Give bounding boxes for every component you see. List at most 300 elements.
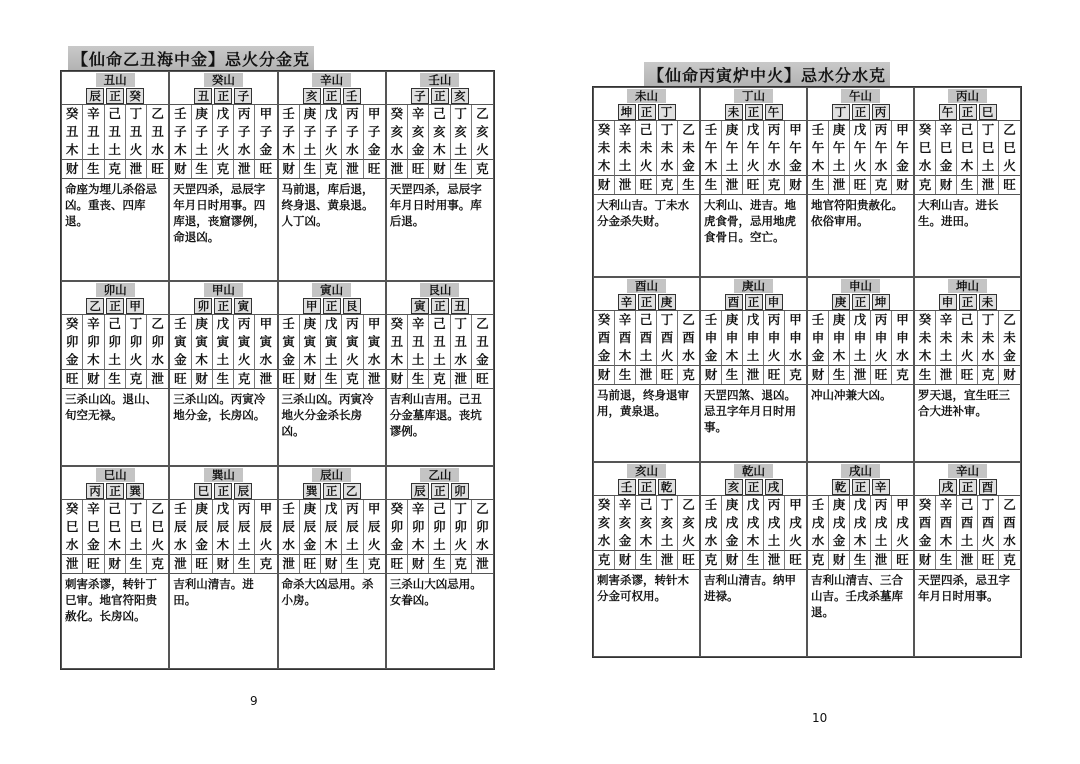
- element-char: 水: [62, 536, 83, 555]
- branche-char: 子: [234, 123, 255, 141]
- direction-label: 巳: [194, 483, 212, 499]
- element-char: 土: [429, 351, 450, 370]
- element-char: 木: [615, 347, 636, 366]
- element-char: 土: [451, 141, 472, 160]
- element-char: 木: [722, 347, 743, 366]
- branche-char: 子: [170, 123, 191, 141]
- state-char: 克: [151, 556, 164, 571]
- element-char: 金: [300, 536, 321, 555]
- stem-char: 己: [105, 315, 126, 333]
- element-char: 火: [743, 157, 764, 176]
- direction-label: 丙: [86, 483, 104, 499]
- state-char: 泄: [871, 551, 892, 569]
- branche-char: 亥: [408, 123, 429, 141]
- element-char: 土: [192, 141, 213, 160]
- stem-char: 丙: [342, 500, 363, 518]
- element-char: 水: [915, 157, 936, 176]
- direction-header: [915, 478, 1020, 496]
- branche-char: 亥: [429, 123, 450, 141]
- state-char: 财: [722, 551, 743, 569]
- state-char: 克: [259, 556, 273, 571]
- element-char: 水: [678, 347, 699, 366]
- element-char: 土: [213, 351, 234, 370]
- direction-label: 酉: [979, 479, 997, 495]
- element-char: 土: [722, 157, 743, 176]
- branche-char: 戌: [722, 514, 743, 532]
- direction-label: 正: [214, 483, 232, 499]
- mountain-cell: [61, 281, 169, 466]
- stem-char: 辛: [936, 496, 957, 514]
- stem-char: 戊: [850, 311, 871, 329]
- branche-char: 午: [896, 140, 909, 155]
- branche-char: 巳: [936, 139, 957, 157]
- direction-label: 酉: [725, 294, 743, 310]
- stem-char: 乙: [1003, 122, 1016, 137]
- mountain-name: 丁山: [734, 89, 773, 103]
- direction-label: 正: [852, 294, 870, 310]
- state-char: 生: [321, 370, 342, 388]
- mountain-name-row: [808, 278, 913, 293]
- stem-char: 己: [105, 500, 126, 518]
- branche-char: 酉: [915, 514, 936, 532]
- branche-char: 未: [657, 139, 678, 157]
- stem-char: 庚: [300, 315, 321, 333]
- branche-char: 丑: [408, 333, 429, 351]
- mountain-cell: [914, 462, 1021, 657]
- state-char: 泄: [126, 160, 147, 178]
- mountain-name-row: [808, 463, 913, 478]
- element-char: 金: [829, 532, 850, 551]
- element-char: 金: [701, 347, 722, 366]
- branche-char: 丑: [429, 333, 450, 351]
- direction-header: [594, 103, 699, 121]
- stem-char: 乙: [682, 312, 695, 327]
- state-char: 泄: [657, 551, 678, 569]
- stem-char: 丁: [657, 311, 678, 329]
- state-char: 旺: [367, 161, 381, 176]
- ganzhi-grid: [594, 496, 699, 570]
- branche-char: 午: [701, 139, 722, 157]
- state-char: 克: [342, 370, 363, 388]
- element-char: 火: [678, 532, 699, 551]
- page-right: [540, 0, 1080, 764]
- element-char: 土: [957, 532, 978, 551]
- mountain-name-row: [387, 467, 493, 482]
- branche-char: 申: [789, 330, 802, 345]
- state-char: 旺: [978, 551, 999, 569]
- ganzhi-grid: [387, 315, 493, 389]
- stem-char: 庚: [829, 121, 850, 139]
- direction-label: 壬: [618, 479, 636, 495]
- ganzhi-grid: [594, 311, 699, 385]
- direction-header: [279, 297, 385, 315]
- mountain-name: 乾山: [734, 464, 773, 478]
- element-char: 木: [105, 536, 126, 555]
- state-char: 旺: [636, 176, 657, 194]
- mountain-name: 辛山: [948, 464, 987, 478]
- stem-char: 壬: [170, 500, 191, 518]
- branche-char: 寅: [259, 334, 273, 349]
- element-char: 水: [170, 536, 191, 555]
- mountain-name-row: [387, 72, 493, 87]
- branche-char: 丑: [151, 124, 164, 139]
- state-char: 财: [83, 370, 104, 388]
- stem-char: 丙: [764, 311, 785, 329]
- element-char: 水: [594, 532, 615, 551]
- branche-char: 寅: [213, 333, 234, 351]
- stem-char: 丙: [871, 496, 892, 514]
- stem-char: 戊: [213, 105, 234, 123]
- branche-char: 寅: [279, 333, 300, 351]
- branche-char: 巳: [105, 518, 126, 536]
- state-char: 泄: [170, 555, 191, 573]
- state-char: 财: [62, 160, 83, 178]
- state-char: 财: [808, 366, 829, 384]
- element-char: 水: [472, 536, 493, 555]
- state-char: 生: [829, 366, 850, 384]
- direction-label: 正: [959, 479, 977, 495]
- direction-header: [62, 87, 168, 105]
- branche-char: 丑: [451, 333, 472, 351]
- direction-label: 正: [745, 294, 763, 310]
- mountain-cell: [386, 281, 494, 466]
- mountain-name: 癸山: [204, 73, 243, 87]
- branche-char: 酉: [957, 514, 978, 532]
- element-char: 木: [62, 141, 83, 160]
- branche-char: 未: [936, 329, 957, 347]
- stem-char: 戊: [321, 500, 342, 518]
- direction-label: 正: [638, 104, 656, 120]
- branche-char: 卯: [83, 333, 104, 351]
- state-char: 泄: [342, 160, 363, 178]
- branche-char: 申: [743, 329, 764, 347]
- stem-char: 壬: [808, 121, 829, 139]
- direction-label: 正: [106, 298, 124, 314]
- ganzhi-grid: [701, 496, 806, 570]
- state-char: 财: [896, 177, 909, 192]
- direction-label: 正: [323, 88, 341, 104]
- mountain-note: 三杀山凶。丙寅冷地火分金杀长房凶。: [281, 392, 374, 438]
- state-char: 旺: [682, 552, 695, 567]
- stem-char: 甲: [367, 106, 381, 121]
- branche-char: 午: [850, 139, 871, 157]
- ganzhi-grid: [701, 121, 806, 195]
- mountain-cell: [700, 462, 807, 657]
- element-char: 水: [342, 141, 363, 160]
- mountain-note: 天罡四杀，忌辰字年月日时用事。库后退。: [389, 182, 482, 228]
- branche-char: 辰: [259, 519, 273, 534]
- page-title: 【仙命乙丑海中金】忌火分金克: [68, 46, 314, 71]
- direction-label: 乾: [658, 479, 676, 495]
- branche-char: 辰: [300, 518, 321, 536]
- element-char: 水: [364, 351, 385, 370]
- direction-label: 乙: [343, 483, 361, 499]
- direction-label: 丁: [658, 104, 676, 120]
- stem-char: 壬: [701, 496, 722, 514]
- mountain-name: 未山: [627, 89, 666, 103]
- stem-char: 癸: [387, 315, 408, 333]
- mountain-note: 吉利山吉用。己丑分金墓库退。丧坑谬例。: [389, 392, 482, 438]
- state-char: 克: [1003, 552, 1016, 567]
- direction-header: [915, 293, 1020, 311]
- stem-char: 庚: [192, 500, 213, 518]
- ganzhi-grid: [701, 311, 806, 385]
- branche-char: 卯: [387, 518, 408, 536]
- stem-char: 己: [429, 105, 450, 123]
- stem-char: 戊: [743, 496, 764, 514]
- branche-char: 申: [722, 329, 743, 347]
- element-char: 金: [722, 532, 743, 551]
- element-char: 土: [743, 347, 764, 366]
- stem-char: 壬: [279, 500, 300, 518]
- element-char: 金: [170, 351, 191, 370]
- element-char: 土: [429, 536, 450, 555]
- stem-char: 癸: [594, 311, 615, 329]
- element-char: 水: [764, 157, 785, 176]
- state-char: 财: [300, 370, 321, 388]
- ganzhi-grid: [279, 315, 385, 389]
- element-char: 土: [978, 157, 999, 176]
- element-char: 火: [978, 532, 999, 551]
- stem-char: 庚: [829, 311, 850, 329]
- element-char: 火: [657, 347, 678, 366]
- branche-char: 寅: [367, 334, 381, 349]
- state-char: 克: [701, 551, 722, 569]
- branche-char: 巳: [915, 139, 936, 157]
- mountain-note: 天罡四杀，忌丑字年月日时用事。: [918, 573, 1010, 603]
- direction-label: 午: [765, 104, 783, 120]
- mountain-cell: [169, 466, 277, 669]
- element-char: 木: [957, 157, 978, 176]
- element-char: 木: [170, 141, 191, 160]
- stem-char: 辛: [83, 500, 104, 518]
- branche-char: 巳: [62, 518, 83, 536]
- element-char: 木: [701, 157, 722, 176]
- element-char: 土: [871, 532, 892, 551]
- direction-header: [701, 103, 806, 121]
- element-char: 火: [147, 536, 168, 555]
- branche-char: 午: [829, 139, 850, 157]
- mountain-note: 吉利山清吉。进田。: [173, 577, 254, 607]
- branche-char: 午: [722, 139, 743, 157]
- state-char: 克: [234, 370, 255, 388]
- stem-char: 丙: [234, 315, 255, 333]
- element-char: 水: [978, 347, 999, 366]
- stem-char: 丁: [451, 105, 472, 123]
- mountain-note: 吉利山清吉、三合山吉。壬戌杀墓库退。: [811, 573, 903, 619]
- element-char: 木: [408, 536, 429, 555]
- branche-char: 辰: [342, 518, 363, 536]
- state-char: 克: [213, 160, 234, 178]
- branche-char: 午: [789, 140, 802, 155]
- stem-char: 丙: [871, 121, 892, 139]
- state-char: 泄: [722, 176, 743, 194]
- element-char: 金: [62, 351, 83, 370]
- stem-char: 庚: [829, 496, 850, 514]
- state-char: 克: [978, 366, 999, 384]
- stem-char: 甲: [259, 501, 273, 516]
- branche-char: 亥: [476, 124, 489, 139]
- direction-header: [279, 482, 385, 500]
- stem-char: 甲: [789, 122, 802, 137]
- branche-char: 子: [321, 123, 342, 141]
- state-char: 生: [429, 555, 450, 573]
- element-char: 金: [785, 157, 806, 176]
- state-char: 生: [808, 176, 829, 194]
- stem-char: 壬: [808, 496, 829, 514]
- stem-char: 癸: [915, 496, 936, 514]
- mountain-name-row: [279, 282, 385, 297]
- stem-char: 辛: [408, 500, 429, 518]
- stem-char: 丙: [342, 105, 363, 123]
- ganzhi-grid: [62, 105, 168, 179]
- state-char: 旺: [83, 555, 104, 573]
- mountain-note: 天罡四杀，忌辰字年月日时用事。四库退，丧窟谬例，命退凶。: [173, 182, 266, 244]
- state-char: 生: [408, 370, 429, 388]
- state-char: 财: [192, 370, 213, 388]
- branche-char: 丑: [126, 123, 147, 141]
- stem-char: 丁: [451, 315, 472, 333]
- state-char: 财: [594, 366, 615, 384]
- element-char: 木: [915, 347, 936, 366]
- branche-char: 未: [636, 139, 657, 157]
- state-char: 生: [850, 551, 871, 569]
- branche-char: 未: [915, 329, 936, 347]
- direction-label: 卯: [194, 298, 212, 314]
- mountain-note: 命杀大凶忌用。杀小房。: [281, 577, 374, 607]
- element-char: 水: [234, 141, 255, 160]
- mountain-name: 丙山: [948, 89, 987, 103]
- element-char: 水: [701, 532, 722, 551]
- stem-char: 己: [636, 496, 657, 514]
- stem-char: 乙: [1003, 497, 1016, 512]
- branche-char: 巳: [83, 518, 104, 536]
- direction-label: 午: [939, 104, 957, 120]
- state-char: 生: [192, 160, 213, 178]
- state-char: 财: [1003, 367, 1016, 382]
- stem-char: 癸: [62, 500, 83, 518]
- state-char: 财: [915, 551, 936, 569]
- direction-label: 正: [431, 298, 449, 314]
- mountain-name-row: [915, 88, 1020, 103]
- element-char: 金: [279, 351, 300, 370]
- stem-char: 甲: [896, 312, 909, 327]
- branche-char: 午: [743, 139, 764, 157]
- state-char: 生: [300, 160, 321, 178]
- direction-label: 正: [745, 479, 763, 495]
- stem-char: 辛: [615, 121, 636, 139]
- branche-char: 未: [957, 329, 978, 347]
- stem-char: 辛: [936, 121, 957, 139]
- direction-header: [170, 297, 276, 315]
- element-char: 水: [451, 351, 472, 370]
- branche-char: 卯: [429, 518, 450, 536]
- stem-char: 癸: [387, 105, 408, 123]
- state-char: 泄: [151, 371, 164, 386]
- state-char: 克: [915, 176, 936, 194]
- element-char: 土: [321, 351, 342, 370]
- ganzhi-grid: [808, 311, 913, 385]
- element-char: 土: [234, 536, 255, 555]
- element-char: 木: [429, 141, 450, 160]
- element-char: 火: [871, 347, 892, 366]
- branche-char: 亥: [451, 123, 472, 141]
- element-char: 木: [936, 532, 957, 551]
- branche-char: 申: [871, 329, 892, 347]
- branche-char: 亥: [387, 123, 408, 141]
- mountain-name: 寅山: [312, 283, 351, 297]
- stem-char: 乙: [151, 106, 164, 121]
- state-char: 泄: [743, 366, 764, 384]
- stem-char: 庚: [722, 121, 743, 139]
- stem-char: 壬: [279, 105, 300, 123]
- branche-char: 未: [682, 140, 695, 155]
- direction-label: 乾: [832, 479, 850, 495]
- state-char: 生: [722, 366, 743, 384]
- mountain-name: 艮山: [420, 283, 459, 297]
- branche-char: 申: [829, 329, 850, 347]
- direction-label: 巽: [126, 483, 144, 499]
- mountain-table: [592, 86, 1022, 658]
- state-char: 克: [429, 370, 450, 388]
- state-char: 克: [321, 160, 342, 178]
- stem-char: 庚: [192, 105, 213, 123]
- direction-label: 辰: [86, 88, 104, 104]
- stem-char: 丁: [978, 496, 999, 514]
- state-char: 泄: [957, 551, 978, 569]
- stem-char: 戊: [321, 315, 342, 333]
- mountain-name-row: [915, 463, 1020, 478]
- element-char: 金: [915, 532, 936, 551]
- direction-label: 坤: [618, 104, 636, 120]
- branche-char: 辰: [213, 518, 234, 536]
- element-char: 水: [657, 157, 678, 176]
- state-char: 克: [451, 555, 472, 573]
- branche-char: 辰: [234, 518, 255, 536]
- branche-char: 未: [1003, 330, 1016, 345]
- direction-header: [808, 478, 913, 496]
- mountain-name: 辰山: [312, 468, 351, 482]
- ganzhi-grid: [170, 105, 276, 179]
- state-char: 泄: [850, 366, 871, 384]
- mountain-name-row: [62, 467, 168, 482]
- direction-label: 丙: [872, 104, 890, 120]
- direction-label: 卯: [451, 483, 469, 499]
- element-char: 金: [678, 157, 699, 176]
- stem-char: 乙: [1003, 312, 1016, 327]
- branche-char: 卯: [105, 333, 126, 351]
- stem-char: 丁: [126, 105, 147, 123]
- mountain-note: 天罡四煞、退凶。忌丑字年月日时用事。: [704, 388, 796, 434]
- stem-char: 丁: [126, 315, 147, 333]
- state-char: 泄: [636, 366, 657, 384]
- mountain-name: 辛山: [312, 73, 351, 87]
- element-char: 土: [83, 141, 104, 160]
- stem-char: 辛: [83, 315, 104, 333]
- state-char: 财: [321, 555, 342, 573]
- direction-label: 丑: [194, 88, 212, 104]
- element-char: 火: [126, 351, 147, 370]
- element-char: 土: [105, 141, 126, 160]
- state-char: 泄: [476, 556, 489, 571]
- mountain-name-row: [279, 72, 385, 87]
- page-title: 【仙命丙寅炉中火】忌水分水克: [644, 62, 890, 87]
- element-char: 火: [255, 536, 276, 555]
- state-char: 泄: [279, 555, 300, 573]
- direction-header: [170, 87, 276, 105]
- element-char: 金: [192, 536, 213, 555]
- mountain-cell: [593, 277, 700, 462]
